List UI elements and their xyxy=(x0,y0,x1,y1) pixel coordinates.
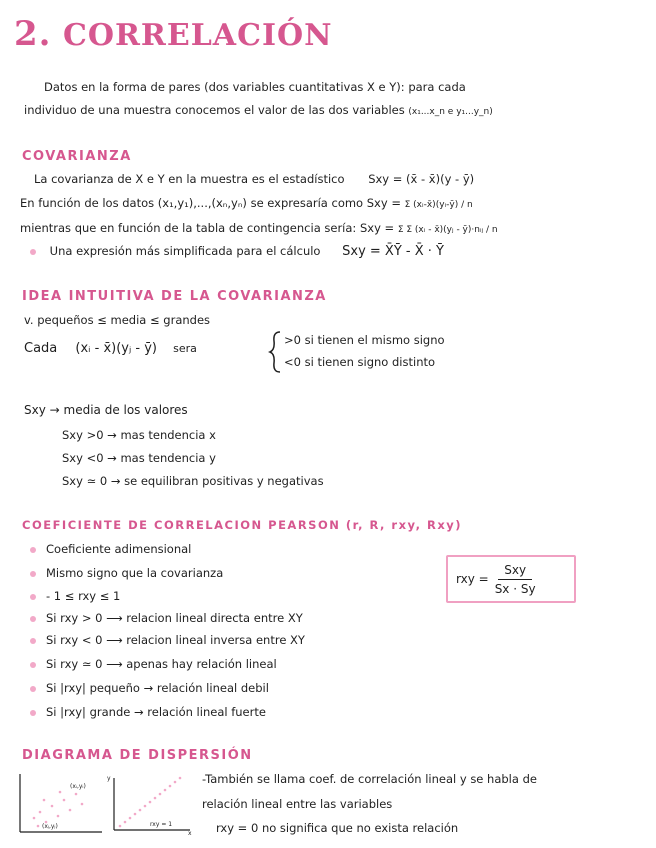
bullet-icon xyxy=(30,571,36,577)
pearson-formula-box xyxy=(446,555,576,603)
pearson-bullet-text: Si |rxy| grande → relación lineal fuerte xyxy=(46,705,266,719)
pearson-bullet-text: - 1 ≤ rxy ≤ 1 xyxy=(46,589,121,603)
bullet-icon xyxy=(30,249,36,255)
cov-line-1-formula: Sxy = (x̄ - x̄)(y - ȳ) xyxy=(368,172,475,186)
diagrama-line-2: relación lineal entre las variables xyxy=(202,797,393,811)
plot1-label-a: (xᵢ,yᵢ) xyxy=(70,783,86,790)
title-text: CORRELACIÓN xyxy=(62,18,333,53)
idea-cada: Cada xyxy=(24,341,58,356)
pearson-bullet-text: Si rxy < 0 ⟶ relacion lineal inversa entre XY xyxy=(46,633,305,647)
intro-line-1: Datos en la forma de pares (dos variables cuantitativas X e Y): para cada xyxy=(44,80,466,94)
idea-heading: IDEA INTUITIVA DE LA COVARIANZA xyxy=(22,289,327,304)
pearson-bullet-text: Si |rxy| pequeño → relación lineal debil xyxy=(46,681,269,695)
pearson-bullet-text: Coeficiente adimensional xyxy=(46,542,192,556)
cov-line-1-text: La covarianza de X e Y en la muestra es el estadístico xyxy=(34,172,345,186)
scatter-plot-1 xyxy=(14,772,104,836)
plot2-axis-x: x xyxy=(188,830,192,836)
pearson-bullet-text: Mismo signo que la covarianza xyxy=(46,566,224,580)
idea-sub-1: Sxy >0 → mas tendencia x xyxy=(62,428,216,442)
plot1-label-b: (xⱼ,yⱼ) xyxy=(42,823,58,830)
bullet-icon xyxy=(30,686,36,692)
pearson-heading: COEFICIENTE DE CORRELACION PEARSON (r, R, rxy, Rxy) xyxy=(22,518,463,532)
idea-case-2: <0 si tienen signo distinto xyxy=(284,355,436,369)
plot2-axis-y: y xyxy=(107,775,111,782)
bullet-icon xyxy=(30,547,36,553)
diagrama-line-3: rxy = 0 no significa que no exista relación xyxy=(216,821,459,835)
page-title xyxy=(14,14,333,54)
pearson-bullet-5 xyxy=(30,657,277,671)
cov-bullet-formula: Sxy = X̄Ȳ - X̄ · Ȳ xyxy=(342,244,444,259)
cov-line-2-formula: Σ (xᵢ-x̄)(yᵢ-ȳ) / n xyxy=(404,200,473,210)
bullet-icon xyxy=(30,638,36,644)
cov-line-3-text: mientras que en función de la tabla de contingencia sería: Sxy = xyxy=(20,221,395,235)
pearson-bullet-1 xyxy=(30,566,223,580)
cov-bullet-text: Una expresión más simplificada para el cálculo xyxy=(49,244,321,258)
title-number: 2. xyxy=(14,14,52,54)
pearson-bullet-3 xyxy=(30,611,303,625)
idea-expr: (xᵢ - x̄)(yⱼ - ȳ) xyxy=(75,341,157,356)
pearson-bullet-7 xyxy=(30,705,266,719)
pearson-bullet-2 xyxy=(30,589,120,603)
cov-bullet xyxy=(30,244,444,259)
covarianza-heading: COVARIANZA xyxy=(22,149,132,164)
idea-sub-2: Sxy <0 → mas tendencia y xyxy=(62,451,216,465)
idea-sub-3: Sxy ≃ 0 → se equilibran positivas y negativas xyxy=(62,474,324,488)
idea-case-1: >0 si tienen el mismo signo xyxy=(284,333,445,347)
scatter-points xyxy=(33,791,84,828)
idea-sera: sera xyxy=(173,342,197,355)
bullet-icon xyxy=(30,662,36,668)
cov-line-2-text: En función de los datos (x₁,y₁),...,(xₙ,yₙ) se expresaría como Sxy = xyxy=(20,196,401,210)
scatter-plot-2 xyxy=(104,772,196,836)
idea-sxy-line: Sxy → media de los valores xyxy=(24,403,188,417)
idea-line-1: v. pequeños ≤ media ≤ grandes xyxy=(24,313,211,327)
plot2-label: rxy = 1 xyxy=(150,821,173,828)
cov-line-2 xyxy=(20,196,473,210)
pearson-bullet-text: Si rxy > 0 ⟶ relacion lineal directa entre XY xyxy=(46,611,303,625)
intro-line-2 xyxy=(24,103,493,117)
pearson-bullet-4 xyxy=(30,633,305,647)
bullet-icon xyxy=(30,616,36,622)
cov-line-1 xyxy=(34,172,474,186)
idea-cada-row xyxy=(24,341,197,356)
pearson-bullet-text: Si rxy ≃ 0 ⟶ apenas hay relación lineal xyxy=(46,657,277,671)
cov-line-3 xyxy=(20,221,498,235)
bullet-icon xyxy=(30,594,36,600)
diagrama-heading: DIAGRAMA DE DISPERSIÓN xyxy=(22,748,253,763)
bullet-icon xyxy=(30,710,36,716)
intro-line-2-text: individuo de una muestra conocemos el valor de las dos variables xyxy=(24,103,405,117)
pearson-formula-lhs: rxy = xyxy=(456,572,489,586)
brace-icon xyxy=(268,330,282,374)
intro-vars: (x₁...x_n e y₁...y_n) xyxy=(408,107,493,117)
pearson-bullet-0 xyxy=(30,542,191,556)
pearson-formula-fraction xyxy=(495,563,536,596)
line-points xyxy=(119,777,182,828)
pearson-formula-den: Sx · Sy xyxy=(494,581,536,596)
diagrama-line-1: -También se llama coef. de correlación lineal y se habla de xyxy=(202,772,537,786)
pearson-formula-num: Sxy xyxy=(498,563,532,580)
cov-line-3-formula: Σ Σ (xᵢ - x̄)(yⱼ - ȳ)·nᵢⱼ / n xyxy=(397,225,498,235)
pearson-bullet-6 xyxy=(30,681,269,695)
